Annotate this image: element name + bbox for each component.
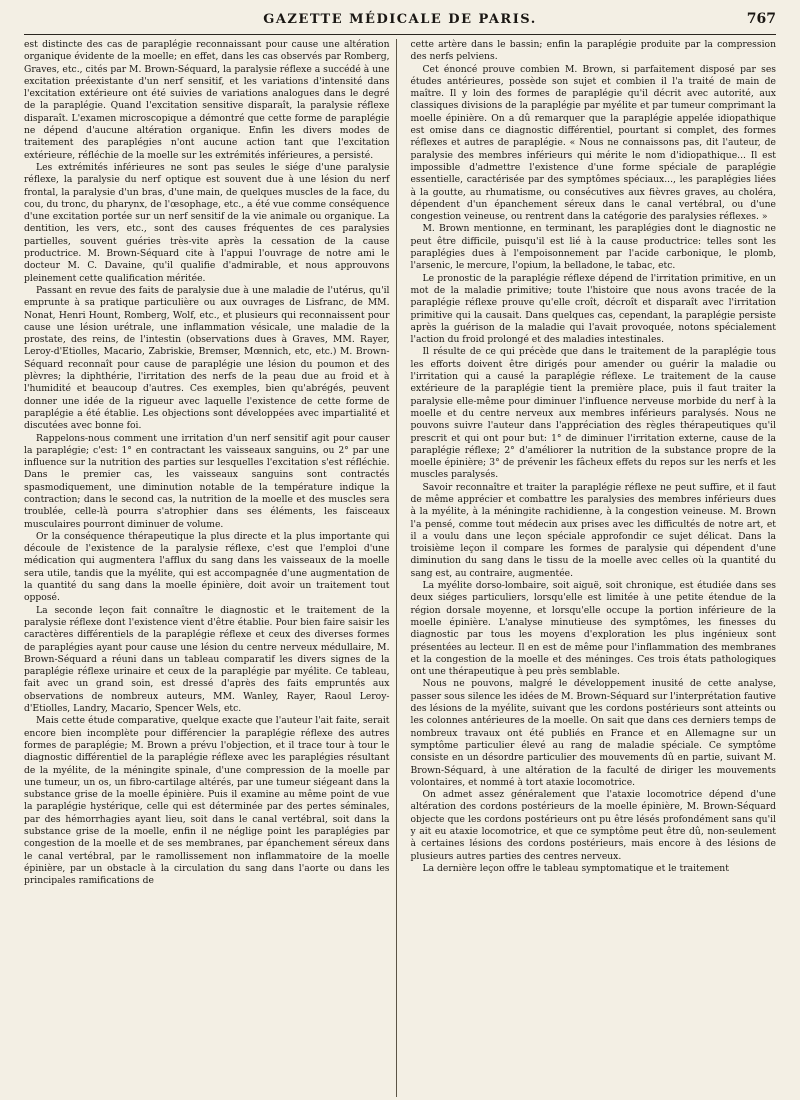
page-header — [24, 4, 776, 35]
paragraph: Nous ne pouvons, malgré le développement inusité de cette analyse, passer sous silence les idées de M. Brown-Séquard sur l'interprétation fautive des lésions de la myélite, suivant que les cordons postérieurs sont atteints ou les colonnes antérieures de la moelle. On sait que dans ces derniers temps de nombreux travaux ont été publiés en France et en Allemagne sur un symptôme particulier élevé au rang de maladie spéciale. Ce symptôme consiste en un désordre particulier des mouvements dû en partie, suivant M. Brown-Séquard, à une altération de la faculté de diriger les mouvements volontaires, et nommé à tort ataxie locomotrice. — [410, 678, 776, 788]
paragraph: Il résulte de ce qui précède que dans le traitement de la paraplégie tous les efforts doivent être dirigés pour amender ou guérir la maladie ou l'irritation qui a causé la paraplégie réflexe. Le traitement de la cause extérieure de la paraplégie tient la première place, puis il faut traiter la paralysie elle-même pour diminuer l'influence nerveuse morbide du nerf à la moelle et du centre nerveux aux membres inférieurs paralysés. Nous ne pouvons suivre l'auteur dans l'appréciation des règles thérapeutiques qu'il prescrit et qui ont pour but: 1° de diminuer l'irritation externe, cause de la paraplégie réflexe; 2° d'améliorer la nutrition de la substance propre de la moelle épinière; 3° de prévenir les fâcheux effets du repos sur les nerfs et les muscles paralysés. — [410, 346, 776, 481]
paragraph: Rappelons-nous comment une irritation d'un nerf sensitif agit pour causer la paraplégie; c'est: 1° en contractant les vaisseaux sanguins, ou 2° par une influence sur la nutrition des parties sur lesquelles l'excitation s'est réfléchie. Dans le premier cas, les vaisseaux sanguins sont contractés spasmodiquement, une diminution notable de la température indique la contraction; dans le second cas, la nutrition de la moelle et des muscles sera troublée, celle-là pourra s'atrophier dans ses éléments, les faisceaux musculaires pourront diminuer de volume. — [24, 432, 390, 530]
paragraph: La seconde leçon fait connaître le diagnostic et le traitement de la paralysie réflexe dont l'existence vient d'être établie. Pour bien faire saisir les caractères différentiels de la paraplégie réflexe et ceux des diverses formes de paraplégies ayant pour cause une lésion du centre nerveux médullaire, M. Brown-Séquard a réuni dans un tableau comparatif les divers signes de la paraplégie réflexe urinaire et ceux de la paraplégie par myélite. Ce tableau, fait avec un grand soin, est dressé d'après des faits empruntés aux observations de nombreux auteurs, MM. Wanley, Rayer, Raoul Leroy-d'Etiolles, Landry, Macario, Spencer Wels, etc. — [24, 604, 390, 715]
right-column — [411, 39, 777, 1097]
paragraph: La myélite dorso-lombaire, soit aiguë, soit chronique, est étudiée dans ses deux siéges particuliers, lorsqu'elle est limitée à une petite étendue de la région dorsale moyenne, et lorsqu'elle occupe la portion inférieure de la moelle épinière. L'analyse minutieuse des symptômes, les finesses du diagnostic par tous les moyens d'exploration les plus ingénieux sont présentées au lecteur. Il en est de même pour l'inflammation des membranes et la congestion de la moelle et des méninges. Ces trois états pathologiques ont une thérapeutique à peu près semblable. — [410, 580, 776, 678]
paragraph: Le pronostic de la paraplégie réflexe dépend de l'irritation primitive, en un mot de la maladie primitive; toute l'histoire que nous avons tracée de la paraplégie réflexe prouve qu'elle croît, décroît et disparaît avec l'irritation primitive qui la causait. Dans quelques cas, cependant, la paraplégie persiste après la guérison de la maladie qui l'avait provoquée, notons spécialement l'action du froid prolongé et des maladies intestinales. — [410, 272, 776, 346]
paragraph: Passant en revue des faits de paralysie due à une maladie de l'utérus, qu'il emprunte à sa pratique particulière ou aux ouvrages de Lisfranc, de MM. Nonat, Henri Hount, Romberg, Wolf, etc., et plusieurs qui reconnaissent pour cause une lésion urétrale, une inflammation vésicale, une maladie de la prostate, des reins, de l'intestin (observations dues à Graves, MM. Rayer, Leroy-d'Etiolles, Macario, Zabriskie, Bremser, Mœnnich, etc, etc.) M. Brown-Séquard reconnaît pour cause de paraplégie une lésion du poumon et des plèvres; la diphthérie, l'irritation des nerfs de la peau due au froid et à l'humidité et beaucoup d'autres. Ces exemples, bien qu'abrégés, peuvent donner une idée de la rigueur avec laquelle l'existence de cette forme de paraplégie a été établie. Les objections sont développées avec impartialité et discutées avec bonne foi. — [24, 284, 390, 432]
paragraph: La dernière leçon offre le tableau symptomatique et le traitement — [422, 862, 729, 874]
paragraph: Or la conséquence thérapeutique la plus directe et la plus importante qui découle de l'existence de la paralysie réflexe, c'est que l'emploi d'une médication qui augmentera l'afflux du sang dans les vaisseaux de la moelle sera utile, tandis que la myélite, qui est accompagnée d'une augmentation de la quantité du sang dans la moelle épinière, doit avoir un traitement tout opposé. — [24, 530, 390, 604]
paragraph: Les extrémités inférieures ne sont pas seules le siége d'une paralysie réflexe, la paralysie du nerf optique est souvent due à une lésion du nerf frontal, la paralysie d'un bras, d'une main, de quelques muscles de la face, du cou, du tronc, du pharynx, de l'œsophage, etc., a été vue comme conséquence d'une excitation portée sur un nerf sensitif de la vie animale ou organique. La dentition, les vers, etc., sont des causes fréquentes de ces paralysies partielles, souvent guéries très-vite après la cessation de la cause productrice. M. Brown-Séquard cite à l'appui l'ouvrage de notre ami le docteur M. C. Davaine, qu'il qualifie d'admirable, et nous approuvons pleinement cette qualification méritée. — [24, 161, 390, 284]
text-columns — [24, 39, 776, 1097]
paragraph: Savoir reconnaître et traiter la paraplégie réflexe ne peut suffire, et il faut de même apprécier et combattre les paralysies des membres inférieurs dues à la myélite, à la méningite rachidienne, à la congestion veineuse. M. Brown l'a pensé, comme tout médecin aux prises avec les difficultés de notre art, et il a voulu dans une leçon spéciale approfondir ce sujet délicat. Dans la troisième leçon il compare les formes de paralysie qui dépendent d'une diminution du sang dans le tissu de la moelle avec celles où la quantité du sang est, au contraire, augmentée. — [410, 481, 776, 579]
journal-title: GAZETTE MÉDICALE DE PARIS. — [263, 11, 537, 27]
paragraph: M. Brown mentionne, en terminant, les paraplégies dont le diagnostic ne peut être difficile, puisqu'il est lié à la cause productrice: telles sont les paraplégies dues à l'empoisonnement par l'acide carbonique, le plomb, l'arsenic, le mercure, l'opium, la belladone, le tabac, etc. — [410, 223, 776, 272]
paragraph: On admet assez généralement que l'ataxie locomotrice dépend d'une altération des cordons postérieurs de la moelle épinière, M. Brown-Séquard objecte que les cordons postérieurs ont pu être lésés profondément sans qu'il y ait eu ataxie locomotrice, et que ce symptôme peut être dû, non-seulement à certaines lésions des cordons postérieurs, mais encore à des lésions de plusieurs autres parties des centres nerveux. — [410, 789, 776, 862]
paragraph: Mais cette étude comparative, quelque exacte que l'auteur l'ait faite, serait encore bien incomplète pour différencier la paraplégie réflexe des autres formes de paraplégie; M. Brown a prévu l'objection, et il trace tour à tour le diagnostic différentiel de la paraplégie réflexe avec les paraplégies résultant de la myélite, de la méningite spinale, d'une compression de la moelle par une tumeur, un os, un fibro-cartilage altérés, par une tumeur siégeant dans la substance grise de la moelle épinière. Puis il examine au même point de vue la paraplégie hystérique, celle qui est déterminée par des pertes séminales, par des hémorrhagies ayant lieu, soit dans le canal vertébral, soit dans la substance grise de la moelle, enfin il ne néglige point les paraplégies par congestion de la moelle et de ses membranes, par épanchement séreux dans le canal vertébral, par le ramollissement non inflammatoire de la moelle épinière, par un obstacle à la circulation du sang dans l'aorte ou dans les principales ramifications de — [24, 715, 390, 887]
paragraph: est distincte des cas de paraplégie reconnaissant pour cause une altération organique évidente de la moelle; en effet, dans les cas observés par Romberg, Graves, etc., cités par M. Brown-Séquard, la paralysie réflexe a succédé à une excitation préexistante d'un nerf sensitif, et les variations d'intensité dans l'excitation extérieure ont été suivies de variations analogues dans le degré de la paraplégie. Quand l'excitation sensitive disparaît, la paralysie réflexe disparaît. L'examen microscopique a démontré que cette forme de paraplégie ne dépend d'aucune altération organique. Enfin les divers modes de traitement des paraplégies n'ont aucune action tant que l'excitation extérieure, réfléchie de la moelle sur les extrémités inférieures, a persisté. — [24, 39, 390, 161]
left-column — [24, 39, 397, 1097]
paragraph: cette artère dans le bassin; enfin la paraplégie produite par la compression des nerfs pelviens. — [410, 39, 776, 63]
page-number: 767 — [746, 11, 776, 27]
paragraph: Cet énoncé prouve combien M. Brown, si parfaitement disposé par ses études antérieures, possède son sujet et combien il l'a traité de main de maître. Il y loin des formes de paraplégie qu'il décrit avec autorité, aux classiques divisions de la paraplégie par myélite et par tumeur comprimant la moelle épinière. On a dû remarquer que la paraplégie appelée idiopathique est omise dans ce diagnostic différentiel, pourtant si complet, des formes réflexes et autres de paraplégie. « Nous ne connaissons pas, dit l'auteur, de paralysie des membres inférieurs qui mérite le nom d'idiopathique... Il est impossible d'admettre l'existence d'une forme spéciale de paraplégie essentielle, caractérisée par des symptômes spéciaux..., les paraplégies liées à la goutte, au rhumatisme, ou consécutives aux fièvres graves, au choléra, dépendent d'un épanchement séreux dans le canal vertébral, ou d'une congestion veineuse, ou rentrent dans la catégorie des paralysies réflexes. » — [410, 63, 776, 223]
